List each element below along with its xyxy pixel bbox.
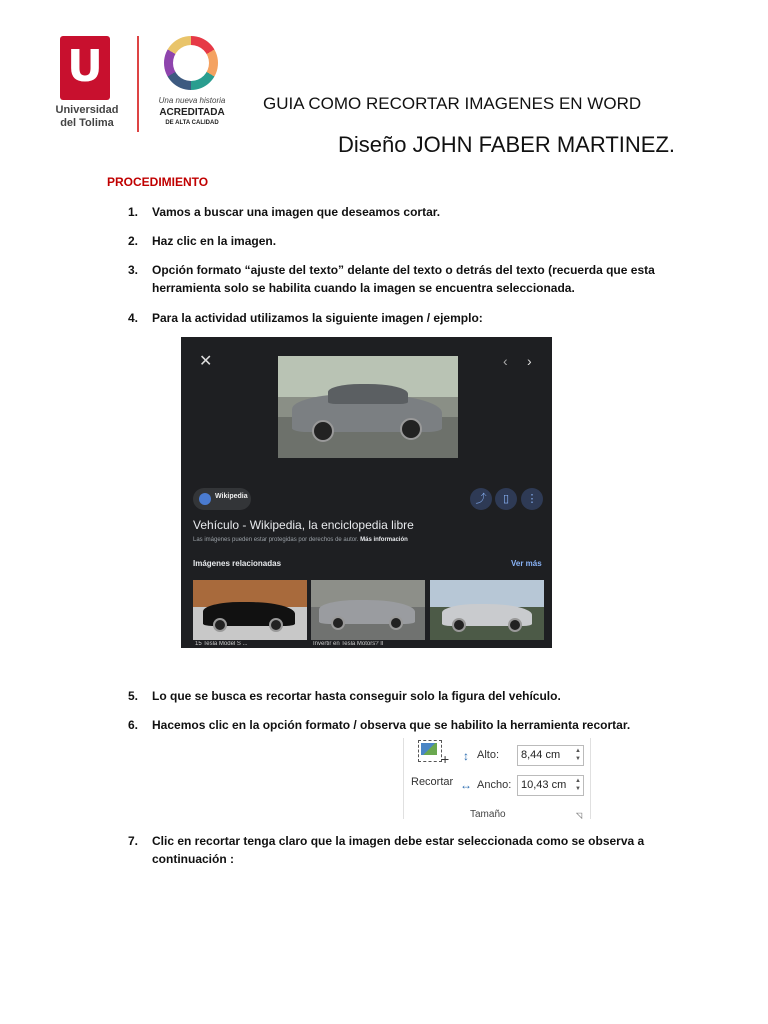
- example-screenshot: [181, 337, 552, 648]
- source-chip[interactable]: [193, 488, 251, 510]
- section-heading: PROCEDIMIENTO: [107, 175, 209, 189]
- university-logo: [50, 36, 124, 132]
- result-subtitle-text: Las imágenes pueden estar protegidas por derechos de autor.: [193, 537, 359, 543]
- height-label: Alto:: [477, 749, 500, 761]
- width-input[interactable]: [517, 775, 584, 796]
- width-label: Ancho:: [477, 779, 512, 791]
- more-icon[interactable]: ⋮: [521, 488, 543, 510]
- accreditation-badge: ACREDITADA: [159, 107, 225, 118]
- close-icon[interactable]: ✕: [199, 353, 213, 370]
- step-text: Para la actividad utilizamos la siguiente imagen / ejemplo:: [152, 311, 483, 325]
- chevron-left-icon[interactable]: ‹: [503, 353, 508, 369]
- crop-icon[interactable]: +: [418, 740, 442, 762]
- height-icon: ↕: [463, 749, 469, 763]
- dialog-launcher-icon[interactable]: ◹: [576, 811, 583, 819]
- step-number: 2.: [128, 234, 139, 248]
- spin-arrows-icon[interactable]: ▲ ▼: [575, 778, 581, 792]
- step-number: 3.: [128, 263, 139, 277]
- accreditation-ring-icon: [164, 36, 218, 90]
- result-title[interactable]: Vehículo - Wikipedia, la enciclopedia libre: [193, 518, 414, 532]
- height-value: 8,44 cm: [521, 749, 561, 761]
- more-info-link[interactable]: Más información: [360, 537, 408, 543]
- step-text: Hacemos clic en la opción formato / observa que se habilito la herramienta recortar.: [152, 718, 631, 732]
- thumb-caption: Invertir en Tesla Motors? II: [313, 641, 384, 647]
- step-number: 1.: [128, 205, 139, 219]
- globe-icon: [199, 493, 211, 505]
- university-logo-name: Universidad del Tolima: [55, 104, 119, 129]
- accreditation-logo: [152, 36, 232, 132]
- step-text: Haz clic en la imagen.: [152, 234, 277, 248]
- related-thumb[interactable]: [430, 580, 544, 640]
- spin-arrows-icon[interactable]: ▲ ▼: [575, 748, 581, 762]
- step-text: Lo que se busca es recortar hasta conseguir solo la figura del vehículo.: [152, 689, 561, 703]
- step-number: 4.: [128, 311, 139, 325]
- ribbon-size-group: [403, 738, 591, 819]
- chevron-right-icon[interactable]: ›: [527, 353, 532, 369]
- university-logo-letter: U: [67, 41, 103, 92]
- step-number: 6.: [128, 718, 139, 732]
- accreditation-subtitle: DE ALTA CALIDAD: [165, 120, 219, 126]
- logo-divider: [137, 36, 139, 132]
- related-thumb[interactable]: [311, 580, 425, 640]
- result-subtitle: [193, 537, 408, 543]
- thumb-caption: 15 Tesla Model S ...: [195, 641, 248, 647]
- step-number: 7.: [128, 834, 139, 848]
- crop-button-label[interactable]: Recortar: [411, 776, 454, 788]
- share-icon[interactable]: ⤴: [470, 488, 492, 510]
- step-number: 5.: [128, 689, 139, 703]
- width-icon: ↔: [460, 778, 472, 792]
- author-line: Diseño JOHN FABER MARTINEZ.: [338, 132, 675, 157]
- width-value: 10,43 cm: [521, 779, 567, 791]
- guide-title: GUIA COMO RECORTAR IMAGENES EN WORD: [263, 94, 642, 113]
- related-images-label: Imágenes relacionadas: [193, 559, 282, 568]
- car-main-image[interactable]: [278, 356, 458, 458]
- size-group-label: Tamaño: [470, 809, 506, 819]
- step-text: Vamos a buscar una imagen que deseamos cortar.: [152, 205, 441, 219]
- step-text: Clic en recortar tenga claro que la imagen debe estar seleccionada como se observa a continuación :: [152, 834, 645, 866]
- step-text: Opción formato “ajuste del texto” delante del texto o detrás del texto (recuerda que esta herramienta solo se habilita cuando la imagen se encuentra seleccionada.: [152, 263, 655, 295]
- see-more-link[interactable]: Ver más: [511, 559, 542, 568]
- source-chip-label: Wikipedia: [215, 493, 248, 500]
- accreditation-tagline: Una nueva historia: [158, 96, 226, 105]
- height-input[interactable]: [517, 745, 584, 766]
- bookmark-icon[interactable]: ▯: [495, 488, 517, 510]
- related-thumb[interactable]: [193, 580, 307, 640]
